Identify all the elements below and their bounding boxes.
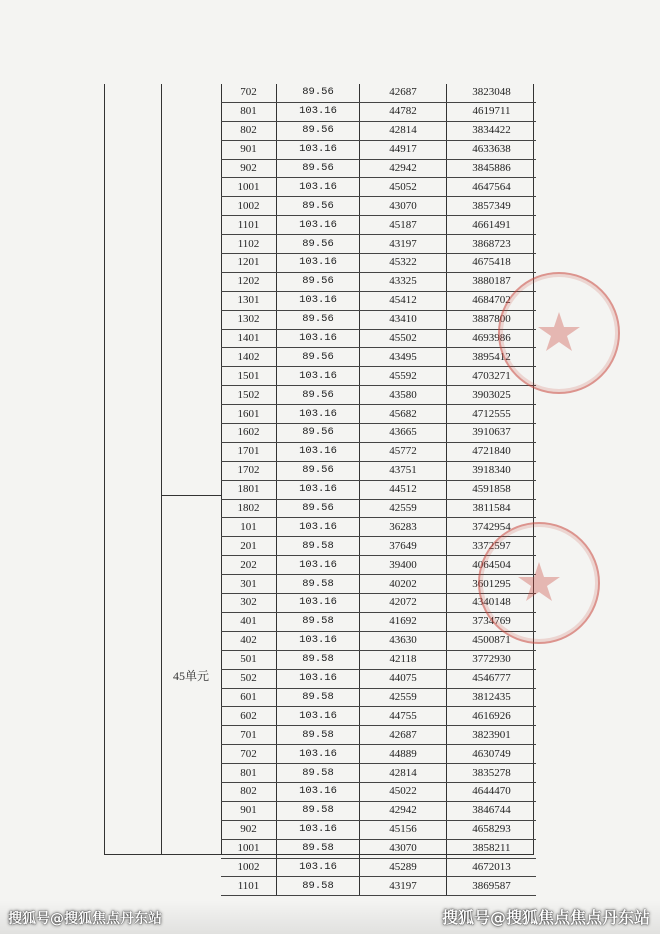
unit-price-cell: 42559 bbox=[360, 688, 447, 707]
unit-price-cell: 42687 bbox=[360, 726, 447, 745]
total-price-cell: 3918340 bbox=[447, 461, 537, 480]
room-number: 1001 bbox=[221, 178, 277, 197]
table-row bbox=[221, 121, 536, 140]
room-number: 1802 bbox=[221, 499, 277, 518]
total-price-cell: 3835278 bbox=[447, 764, 537, 783]
table-row bbox=[221, 197, 536, 216]
table-row bbox=[221, 216, 536, 235]
room-number: 101 bbox=[221, 518, 277, 537]
total-price-cell: 4672013 bbox=[447, 858, 537, 877]
total-price-cell: 4712555 bbox=[447, 405, 537, 424]
total-price-cell: 4693986 bbox=[447, 329, 537, 348]
total-price-cell: 3910637 bbox=[447, 424, 537, 443]
room-number: 802 bbox=[221, 782, 277, 801]
unit-price-cell: 43070 bbox=[360, 839, 447, 858]
unit-price-cell: 43665 bbox=[360, 424, 447, 443]
room-number: 1602 bbox=[221, 424, 277, 443]
total-price-cell: 4675418 bbox=[447, 254, 537, 273]
area-cell: 89.56 bbox=[277, 348, 360, 367]
room-number: 1701 bbox=[221, 442, 277, 461]
room-number: 801 bbox=[221, 764, 277, 783]
total-price-cell: 3903025 bbox=[447, 386, 537, 405]
price-table-sheet bbox=[104, 84, 534, 892]
room-number: 302 bbox=[221, 594, 277, 613]
price-table bbox=[221, 84, 536, 896]
area-cell: 103.16 bbox=[277, 669, 360, 688]
area-cell: 103.16 bbox=[277, 631, 360, 650]
unit-price-cell: 44917 bbox=[360, 140, 447, 159]
unit-price-cell: 45772 bbox=[360, 442, 447, 461]
area-cell: 89.56 bbox=[277, 159, 360, 178]
unit-price-cell: 43580 bbox=[360, 386, 447, 405]
unit-price-cell: 43197 bbox=[360, 877, 447, 896]
area-cell: 89.56 bbox=[277, 197, 360, 216]
seal-star-icon bbox=[500, 274, 618, 392]
unit-price-cell: 43410 bbox=[360, 310, 447, 329]
unit-price-cell: 45322 bbox=[360, 254, 447, 273]
area-cell: 103.16 bbox=[277, 367, 360, 386]
table-row bbox=[221, 405, 536, 424]
unit-price-cell: 43197 bbox=[360, 235, 447, 254]
room-number: 1502 bbox=[221, 386, 277, 405]
unit-price-cell: 44075 bbox=[360, 669, 447, 688]
table-row bbox=[221, 424, 536, 443]
area-cell: 89.56 bbox=[277, 121, 360, 140]
unit-price-cell: 45022 bbox=[360, 782, 447, 801]
column-divider bbox=[161, 84, 162, 854]
room-number: 401 bbox=[221, 612, 277, 631]
watermark-bar bbox=[0, 900, 660, 934]
area-cell: 103.16 bbox=[277, 254, 360, 273]
table-row bbox=[221, 858, 536, 877]
table-row bbox=[221, 442, 536, 461]
room-number: 602 bbox=[221, 707, 277, 726]
total-price-cell: 3834422 bbox=[447, 121, 537, 140]
unit-price-cell: 45682 bbox=[360, 405, 447, 424]
total-price-cell: 3868723 bbox=[447, 235, 537, 254]
area-cell: 103.16 bbox=[277, 820, 360, 839]
total-price-cell: 3895412 bbox=[447, 348, 537, 367]
room-number: 501 bbox=[221, 650, 277, 669]
unit-price-cell: 43070 bbox=[360, 197, 447, 216]
unit-price-cell: 39400 bbox=[360, 556, 447, 575]
area-cell: 89.56 bbox=[277, 235, 360, 254]
room-number: 1301 bbox=[221, 291, 277, 310]
area-cell: 103.16 bbox=[277, 329, 360, 348]
total-price-cell: 4647564 bbox=[447, 178, 537, 197]
table-row bbox=[221, 764, 536, 783]
unit-price-cell: 45187 bbox=[360, 216, 447, 235]
unit-price-cell: 41692 bbox=[360, 612, 447, 631]
room-number: 202 bbox=[221, 556, 277, 575]
total-price-cell: 3811584 bbox=[447, 499, 537, 518]
room-number: 1202 bbox=[221, 272, 277, 291]
area-cell: 103.16 bbox=[277, 140, 360, 159]
area-cell: 89.56 bbox=[277, 310, 360, 329]
area-cell: 89.56 bbox=[277, 461, 360, 480]
table-row bbox=[221, 745, 536, 764]
unit-price-cell: 45052 bbox=[360, 178, 447, 197]
total-price-cell: 4658293 bbox=[447, 820, 537, 839]
area-cell: 103.16 bbox=[277, 858, 360, 877]
area-cell: 89.56 bbox=[277, 499, 360, 518]
room-number: 201 bbox=[221, 537, 277, 556]
room-number: 701 bbox=[221, 726, 277, 745]
table-row bbox=[221, 367, 536, 386]
area-cell: 89.58 bbox=[277, 801, 360, 820]
company-seal bbox=[498, 272, 620, 394]
unit-price-cell: 45502 bbox=[360, 329, 447, 348]
area-cell: 89.58 bbox=[277, 537, 360, 556]
area-cell: 103.16 bbox=[277, 782, 360, 801]
unit-price-cell: 37649 bbox=[360, 537, 447, 556]
unit-price-cell: 42118 bbox=[360, 650, 447, 669]
room-number: 1302 bbox=[221, 310, 277, 329]
room-number: 1601 bbox=[221, 405, 277, 424]
area-cell: 103.16 bbox=[277, 405, 360, 424]
room-number: 601 bbox=[221, 688, 277, 707]
unit-divider bbox=[161, 495, 221, 496]
total-price-cell: 3812435 bbox=[447, 688, 537, 707]
total-price-cell: 4616926 bbox=[447, 707, 537, 726]
room-number: 1702 bbox=[221, 461, 277, 480]
table-row bbox=[221, 461, 536, 480]
unit-price-cell: 43630 bbox=[360, 631, 447, 650]
table-row bbox=[221, 839, 536, 858]
room-number: 402 bbox=[221, 631, 277, 650]
total-price-cell: 4661491 bbox=[447, 216, 537, 235]
table-row bbox=[221, 84, 536, 102]
area-cell: 103.16 bbox=[277, 102, 360, 121]
area-cell: 103.16 bbox=[277, 480, 360, 499]
area-cell: 89.58 bbox=[277, 726, 360, 745]
total-price-cell: 4340148 bbox=[447, 594, 537, 613]
total-price-cell: 4684702 bbox=[447, 291, 537, 310]
total-price-cell: 4546777 bbox=[447, 669, 537, 688]
seal-star-icon bbox=[480, 524, 598, 642]
unit-label: 45单元 bbox=[172, 669, 209, 683]
room-number: 901 bbox=[221, 140, 277, 159]
room-number: 1402 bbox=[221, 348, 277, 367]
table-row bbox=[221, 178, 536, 197]
table-row bbox=[221, 669, 536, 688]
area-cell: 89.58 bbox=[277, 764, 360, 783]
total-price-cell: 4633638 bbox=[447, 140, 537, 159]
unit-price-cell: 43751 bbox=[360, 461, 447, 480]
area-cell: 103.16 bbox=[277, 745, 360, 764]
room-number: 502 bbox=[221, 669, 277, 688]
room-number: 1801 bbox=[221, 480, 277, 499]
room-number: 702 bbox=[221, 745, 277, 764]
watermark-left: 搜狐号@搜狐焦点丹东站 bbox=[8, 911, 162, 927]
total-price-cell: 3858211 bbox=[447, 839, 537, 858]
price-table-body bbox=[221, 84, 536, 896]
total-price-cell: 3742954 bbox=[447, 518, 537, 537]
unit-price-cell: 36283 bbox=[360, 518, 447, 537]
room-number: 1002 bbox=[221, 858, 277, 877]
table-row bbox=[221, 782, 536, 801]
total-price-cell: 4500871 bbox=[447, 631, 537, 650]
table-row bbox=[221, 291, 536, 310]
total-price-cell: 4591858 bbox=[447, 480, 537, 499]
unit-price-cell: 43495 bbox=[360, 348, 447, 367]
unit-price-cell: 42814 bbox=[360, 764, 447, 783]
room-number: 301 bbox=[221, 575, 277, 594]
room-number: 702 bbox=[221, 84, 277, 102]
area-cell: 89.58 bbox=[277, 650, 360, 669]
unit-price-cell: 42942 bbox=[360, 801, 447, 820]
area-cell: 89.56 bbox=[277, 386, 360, 405]
table-row bbox=[221, 877, 536, 896]
total-price-cell: 3823048 bbox=[447, 84, 537, 102]
total-price-cell: 3823901 bbox=[447, 726, 537, 745]
area-cell: 89.58 bbox=[277, 688, 360, 707]
total-price-cell: 4630749 bbox=[447, 745, 537, 764]
total-price-cell: 3372597 bbox=[447, 537, 537, 556]
total-price-cell: 4064504 bbox=[447, 556, 537, 575]
area-cell: 89.58 bbox=[277, 575, 360, 594]
total-price-cell: 4644470 bbox=[447, 782, 537, 801]
total-price-cell: 3887800 bbox=[447, 310, 537, 329]
unit-price-cell: 44512 bbox=[360, 480, 447, 499]
room-number: 1101 bbox=[221, 877, 277, 896]
total-price-cell: 3857349 bbox=[447, 197, 537, 216]
table-row bbox=[221, 254, 536, 273]
area-cell: 89.58 bbox=[277, 839, 360, 858]
area-cell: 89.56 bbox=[277, 424, 360, 443]
watermark-right: 搜狐号@搜狐焦点焦点丹东站 bbox=[441, 908, 650, 927]
table-row bbox=[221, 499, 536, 518]
table-row bbox=[221, 707, 536, 726]
table-row bbox=[221, 650, 536, 669]
room-number: 1102 bbox=[221, 235, 277, 254]
room-number: 1501 bbox=[221, 367, 277, 386]
table-row bbox=[221, 726, 536, 745]
area-cell: 103.16 bbox=[277, 291, 360, 310]
unit-price-cell: 40202 bbox=[360, 575, 447, 594]
room-number: 802 bbox=[221, 121, 277, 140]
room-number: 1401 bbox=[221, 329, 277, 348]
unit-price-cell: 42814 bbox=[360, 121, 447, 140]
area-cell: 103.16 bbox=[277, 556, 360, 575]
area-cell: 89.58 bbox=[277, 612, 360, 631]
unit-price-cell: 42687 bbox=[360, 84, 447, 102]
unit-price-cell: 44782 bbox=[360, 102, 447, 121]
area-cell: 103.16 bbox=[277, 178, 360, 197]
table-row bbox=[221, 688, 536, 707]
table-row bbox=[221, 329, 536, 348]
unit-price-cell: 45592 bbox=[360, 367, 447, 386]
table-row bbox=[221, 140, 536, 159]
room-number: 1001 bbox=[221, 839, 277, 858]
total-price-cell: 3846744 bbox=[447, 801, 537, 820]
area-cell: 103.16 bbox=[277, 442, 360, 461]
total-price-cell: 3869587 bbox=[447, 877, 537, 896]
unit-price-cell: 45289 bbox=[360, 858, 447, 877]
total-price-cell: 4619711 bbox=[447, 102, 537, 121]
table-row bbox=[221, 386, 536, 405]
total-price-cell: 4703271 bbox=[447, 367, 537, 386]
table-row bbox=[221, 820, 536, 839]
room-number: 1201 bbox=[221, 254, 277, 273]
room-number: 901 bbox=[221, 801, 277, 820]
table-row bbox=[221, 235, 536, 254]
table-row bbox=[221, 310, 536, 329]
table-row bbox=[221, 801, 536, 820]
table-row bbox=[221, 480, 536, 499]
area-cell: 89.56 bbox=[277, 84, 360, 102]
table-row bbox=[221, 272, 536, 291]
unit-price-cell: 45412 bbox=[360, 291, 447, 310]
total-price-cell: 3601295 bbox=[447, 575, 537, 594]
table-row bbox=[221, 102, 536, 121]
total-price-cell: 3880187 bbox=[447, 272, 537, 291]
area-cell: 103.16 bbox=[277, 707, 360, 726]
room-number: 902 bbox=[221, 159, 277, 178]
unit-price-cell: 42942 bbox=[360, 159, 447, 178]
room-number: 1101 bbox=[221, 216, 277, 235]
area-cell: 103.16 bbox=[277, 594, 360, 613]
area-cell: 103.16 bbox=[277, 518, 360, 537]
unit-price-cell: 44889 bbox=[360, 745, 447, 764]
unit-price-cell: 42559 bbox=[360, 499, 447, 518]
unit-price-cell: 45156 bbox=[360, 820, 447, 839]
total-price-cell: 3772930 bbox=[447, 650, 537, 669]
total-price-cell: 3845886 bbox=[447, 159, 537, 178]
area-cell: 89.58 bbox=[277, 877, 360, 896]
table-row bbox=[221, 159, 536, 178]
table-row bbox=[221, 348, 536, 367]
area-cell: 103.16 bbox=[277, 216, 360, 235]
room-number: 902 bbox=[221, 820, 277, 839]
total-price-cell: 3734769 bbox=[447, 612, 537, 631]
unit-price-cell: 42072 bbox=[360, 594, 447, 613]
unit-price-cell: 43325 bbox=[360, 272, 447, 291]
room-number: 801 bbox=[221, 102, 277, 121]
unit-price-cell: 44755 bbox=[360, 707, 447, 726]
room-number: 1002 bbox=[221, 197, 277, 216]
area-cell: 89.56 bbox=[277, 272, 360, 291]
company-seal bbox=[478, 522, 600, 644]
total-price-cell: 4721840 bbox=[447, 442, 537, 461]
